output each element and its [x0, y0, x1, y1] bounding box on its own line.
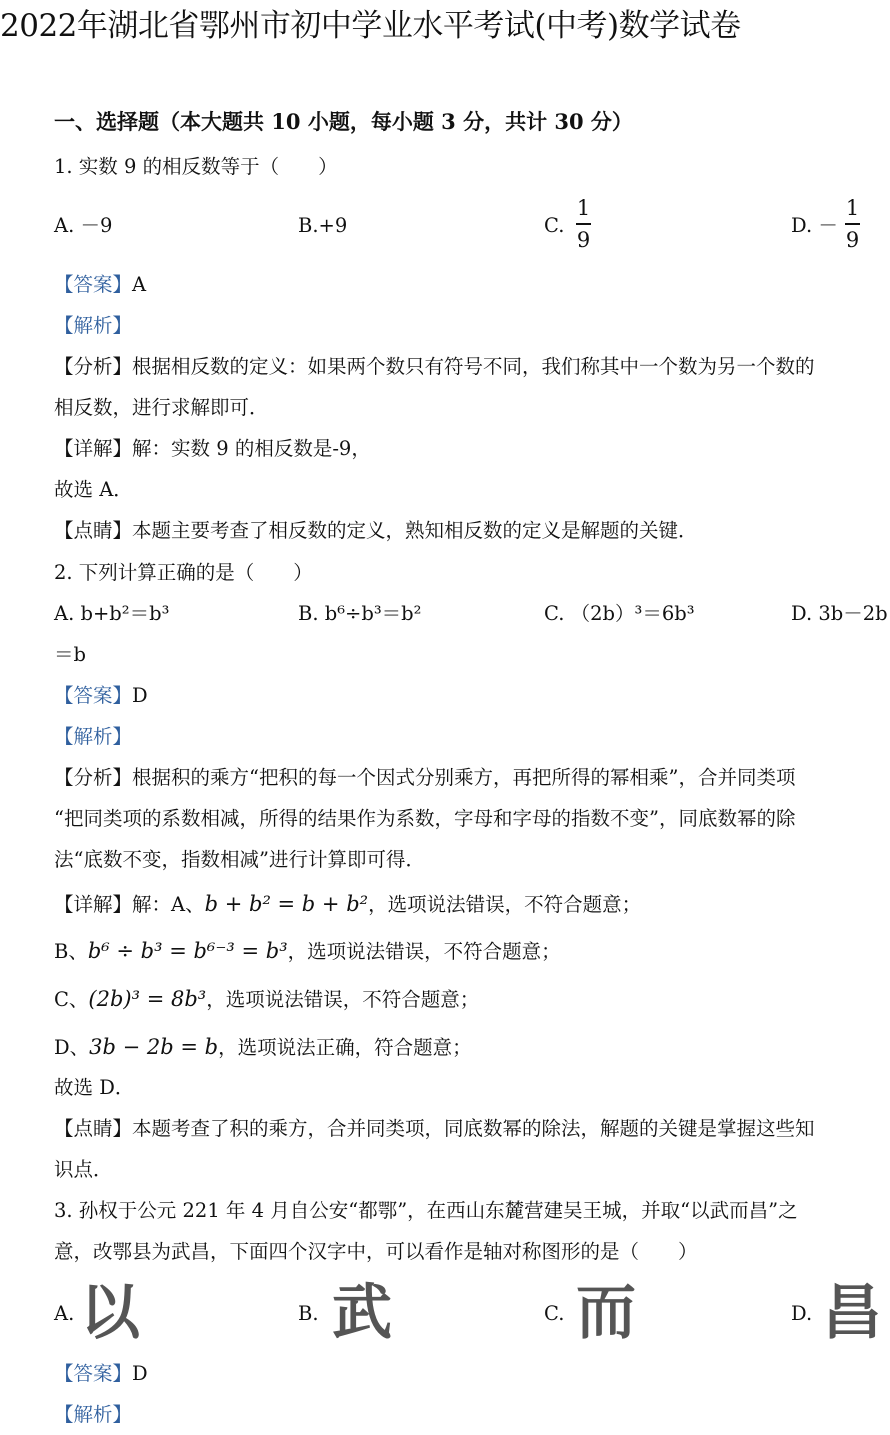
q3-answer: 【答案】D — [54, 1362, 148, 1385]
q1-stem: 1. 实数 9 的相反数等于（ ） — [54, 155, 338, 178]
q2-jiexi: 【解析】 — [54, 725, 133, 748]
q1-detail: 【详解】解：实数 9 的相反数是-9， — [54, 437, 371, 460]
q3-option-d-character: 昌 — [822, 1278, 882, 1348]
q1-answer: 【答案】A — [54, 273, 147, 296]
q2-detail-c: C、(2b)³ = 8b³，选项说法错误，不符合题意； — [54, 987, 480, 1011]
q2-option-d: D. 3b－2b — [791, 602, 888, 625]
q3-option-b-label: B. — [298, 1302, 319, 1325]
q2-detail-d: D、3b − 2b = b，选项说法正确，符合题意； — [54, 1035, 472, 1059]
q2-option-b: B. b⁶÷b³＝b² — [298, 602, 422, 625]
q1-analysis-line1: 【分析】根据相反数的定义：如果两个数只有符号不同，我们称其中一个数为另一个数的 — [54, 355, 815, 378]
q1-option-d-fraction: 1 9 — [845, 196, 860, 252]
q2-answer: 【答案】D — [54, 684, 148, 707]
q3-stem-line2: 意，改鄂县为武昌，下面四个汉字中，可以看作是轴对称图形的是（ ） — [54, 1240, 698, 1263]
q1-jiexi: 【解析】 — [54, 314, 133, 337]
q2-option-a: A. b+b²＝b³ — [54, 602, 170, 625]
q1-option-b: B.+9 — [298, 214, 348, 237]
q1-choice: 故选 A． — [54, 478, 133, 501]
q1-option-c-label: C. — [544, 214, 565, 237]
q2-analysis-line2: “把同类项的系数相减，所得的结果作为系数，字母和字母的指数不变”，同底数幂的除 — [54, 807, 796, 830]
q1-option-d-label: D. － — [791, 214, 838, 237]
q2-detail-b: B、b⁶ ÷ b³ = b⁶⁻³ = b³，选项说法错误，不符合题意； — [54, 939, 561, 963]
q1-comment: 【点睛】本题主要考查了相反数的定义，熟知相反数的定义是解题的关键． — [54, 519, 698, 542]
q3-option-a-label: A. — [54, 1302, 75, 1325]
q2-stem: 2. 下列计算正确的是（ ） — [54, 561, 313, 584]
section-heading: 一、选择题（本大题共 10 小题，每小题 3 分，共计 30 分） — [54, 109, 633, 134]
q2-option-d-continued: ＝b — [54, 643, 86, 666]
q2-option-c: C. （2b）³＝6b³ — [544, 602, 695, 625]
q3-stem-line1: 3. 孙权于公元 221 年 4 月自公安“都鄂”，在西山东麓营建吴王城，并取“以武而昌”之 — [54, 1199, 798, 1222]
q2-analysis-line3: 法“底数不变，指数相减”进行计算即可得． — [54, 848, 425, 871]
q3-option-c-label: C. — [544, 1302, 565, 1325]
q3-option-a-character: 以 — [80, 1278, 140, 1348]
q1-analysis-line2: 相反数，进行求解即可． — [54, 396, 269, 419]
q3-option-d-label: D. — [791, 1302, 813, 1325]
q3-jiexi: 【解析】 — [54, 1403, 133, 1426]
q3-option-c-character: 而 — [576, 1278, 636, 1348]
q2-detail-a: 【详解】解：A、b + b² = b + b²，选项说法错误，不符合题意； — [54, 892, 642, 916]
q1-option-c-fraction: 1 9 — [576, 196, 591, 252]
q1-option-a: A. －9 — [54, 214, 113, 237]
q2-analysis-line1: 【分析】根据积的乘方“把积的每一个因式分别乘方，再把所得的幂相乘”，合并同类项 — [54, 766, 796, 789]
q3-option-b-character: 武 — [332, 1278, 392, 1348]
q2-choice: 故选 D． — [54, 1076, 135, 1099]
q2-comment-line2: 识点． — [54, 1158, 113, 1181]
document-title: 2022年湖北省鄂州市初中学业水平考试(中考)数学试卷 — [0, 8, 741, 44]
q2-comment-line1: 【点睛】本题考查了积的乘方，合并同类项，同底数幂的除法，解题的关键是掌握这些知 — [54, 1117, 815, 1140]
